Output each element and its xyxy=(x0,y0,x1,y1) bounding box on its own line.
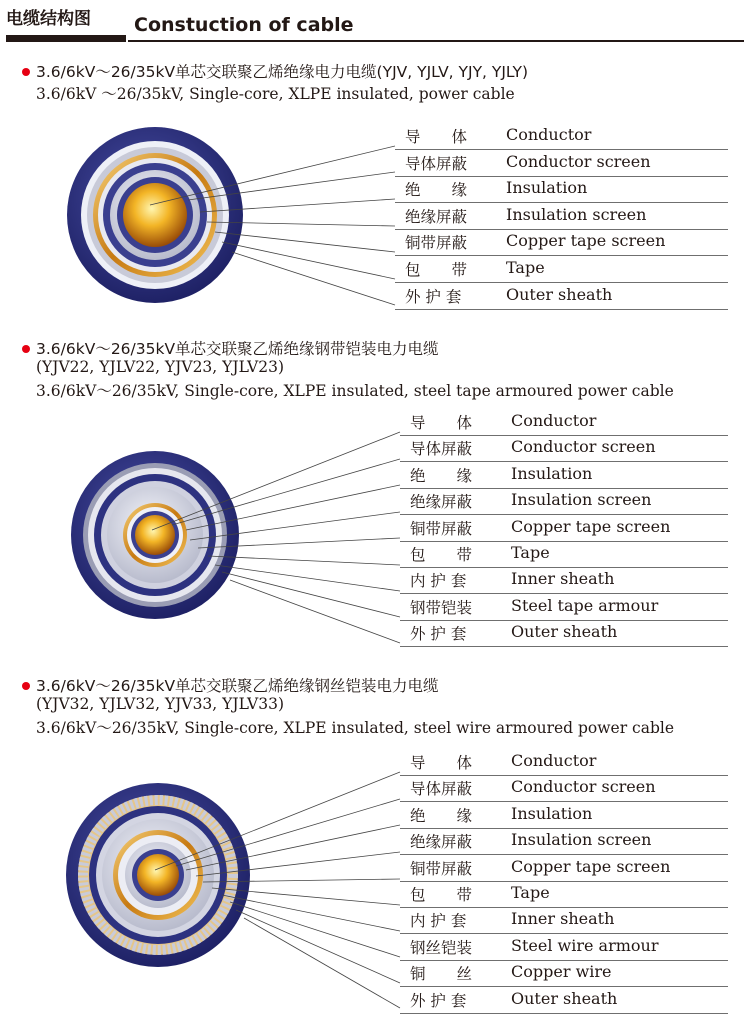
layer-row xyxy=(395,123,728,150)
layer-label-en: Steel tape armour xyxy=(511,595,659,615)
layer-label-en: Outer sheath xyxy=(506,284,613,304)
layer-label-en: Tape xyxy=(511,883,550,902)
layer-row xyxy=(400,541,728,568)
layer-label-en: Steel wire armour xyxy=(511,935,659,955)
layer-label-cn: 导 体 xyxy=(410,754,473,772)
layer-row xyxy=(400,934,728,961)
layer-row xyxy=(400,488,728,515)
section-title-line3: 3.6/6kV ～26/35kV, Single-core, XLPE insulated, power cable xyxy=(36,85,515,103)
layer-row xyxy=(400,594,728,621)
layer-label-en: Insulation xyxy=(511,803,593,823)
layer-row xyxy=(395,256,728,283)
layer-label-cn: 绝 缘 xyxy=(410,806,473,825)
layer-row xyxy=(400,515,728,542)
layer-label-en: Insulation screen xyxy=(506,204,647,224)
layer-row xyxy=(400,462,728,489)
layer-label-en: Inner sheath xyxy=(511,909,615,929)
section-title-line2: (YJV22, YJLV22, YJV23, YJLV23) xyxy=(36,358,285,376)
layer-label-cn: 包 带 xyxy=(410,546,473,564)
layer-row xyxy=(400,775,728,802)
layer-label-cn: 绝 缘 xyxy=(410,466,473,485)
layer-row xyxy=(395,229,728,256)
section-title-line3: 3.6/6kV～26/35kV, Single-core, XLPE insulated, steel wire armoured power cable xyxy=(36,719,675,737)
layer-row xyxy=(400,907,728,934)
layer-label-en: Copper wire xyxy=(511,962,612,982)
section-title-line1: 3.6/6kV～26/35kV单芯交联聚乙烯绝缘钢丝铠装电力电缆 xyxy=(36,677,439,695)
layer-label-en: Conductor xyxy=(511,411,597,430)
layer-row xyxy=(400,828,728,855)
layer-label-cn: 绝 缘 xyxy=(405,181,468,200)
layer-row xyxy=(395,150,728,177)
section-title-line3: 3.6/6kV～26/35kV, Single-core, XLPE insulated, steel tape armoured power cable xyxy=(36,382,674,400)
layer-label-cn: 导 体 xyxy=(405,128,468,146)
layer-label-cn: 包 带 xyxy=(410,886,473,904)
layer-label-cn: 铜带屏蔽 xyxy=(410,519,473,538)
layer-label-en: Insulation xyxy=(506,178,588,198)
layer-label-en: Tape xyxy=(506,258,545,277)
layer-label-cn: 绝缘屏蔽 xyxy=(410,833,473,852)
layer-label-en: Copper tape screen xyxy=(506,231,666,251)
layer-row xyxy=(400,802,728,829)
layer-label-cn: 导体屏蔽 xyxy=(410,440,473,459)
header-title-cn: 电缆结构图 xyxy=(6,9,91,29)
layer-label-en: Insulation screen xyxy=(511,830,652,850)
section-title-line2: (YJV32, YJLV32, YJV33, YJLV33) xyxy=(36,695,285,713)
layer-label-en: Outer sheath xyxy=(511,988,618,1008)
layer-row xyxy=(400,987,728,1014)
layer-label-en: Conductor screen xyxy=(506,151,651,171)
layer-label-cn: 包 带 xyxy=(405,261,468,279)
layer-label-cn: 导体屏蔽 xyxy=(405,154,468,173)
section-title-line1: 3.6/6kV～26/35kV单芯交联聚乙烯绝缘电力电缆(YJV, YJLV, YJY, YJLY) xyxy=(36,63,529,81)
layer-row xyxy=(395,176,728,203)
layer-label-cn: 导体屏蔽 xyxy=(410,780,473,799)
layer-label-cn: 内 护 套 xyxy=(410,912,467,931)
layer-row xyxy=(400,567,728,594)
layer-label-cn: 铜带屏蔽 xyxy=(410,859,473,878)
layer-label-cn: 绝缘屏蔽 xyxy=(410,493,473,512)
layer-label-cn: 导 体 xyxy=(410,414,473,432)
layer-label-en: Copper tape screen xyxy=(511,516,671,536)
header-title-en: Constuction of cable xyxy=(134,14,354,36)
layer-row xyxy=(400,749,728,776)
layer-label-cn: 绝缘屏蔽 xyxy=(405,207,468,226)
layer-label-en: Copper tape screen xyxy=(511,856,671,876)
layer-label-cn: 钢带铠装 xyxy=(410,598,473,617)
layer-row xyxy=(395,203,728,230)
layer-label-cn: 铜 丝 xyxy=(410,965,473,984)
layer-label-en: Outer sheath xyxy=(511,622,618,642)
layer-label-en: Tape xyxy=(511,543,550,562)
layer-label-cn: 外 护 套 xyxy=(405,287,462,306)
layer-row xyxy=(400,881,728,908)
layer-label-en: Conductor screen xyxy=(511,437,656,457)
layer-label-cn: 外 护 套 xyxy=(410,991,467,1010)
layer-label-en: Inner sheath xyxy=(511,569,615,589)
layer-label-cn: 铜带屏蔽 xyxy=(405,234,468,253)
layer-label-cn: 内 护 套 xyxy=(410,572,467,591)
layer-row xyxy=(400,435,728,462)
layer-row xyxy=(400,620,728,647)
layer-label-en: Conductor screen xyxy=(511,777,656,797)
layer-row xyxy=(395,283,728,310)
layer-label-en: Conductor xyxy=(506,125,592,144)
layer-label-cn: 钢丝铠装 xyxy=(410,938,473,957)
layer-row xyxy=(400,960,728,987)
layer-row xyxy=(400,409,728,436)
section-title-line1: 3.6/6kV～26/35kV单芯交联聚乙烯绝缘钢带铠装电力电缆 xyxy=(36,340,439,358)
layer-label-en: Conductor xyxy=(511,751,597,770)
layer-label-cn: 外 护 套 xyxy=(410,625,467,644)
layer-label-en: Insulation screen xyxy=(511,490,652,510)
layer-label-en: Insulation xyxy=(511,463,593,483)
layer-row xyxy=(400,855,728,882)
